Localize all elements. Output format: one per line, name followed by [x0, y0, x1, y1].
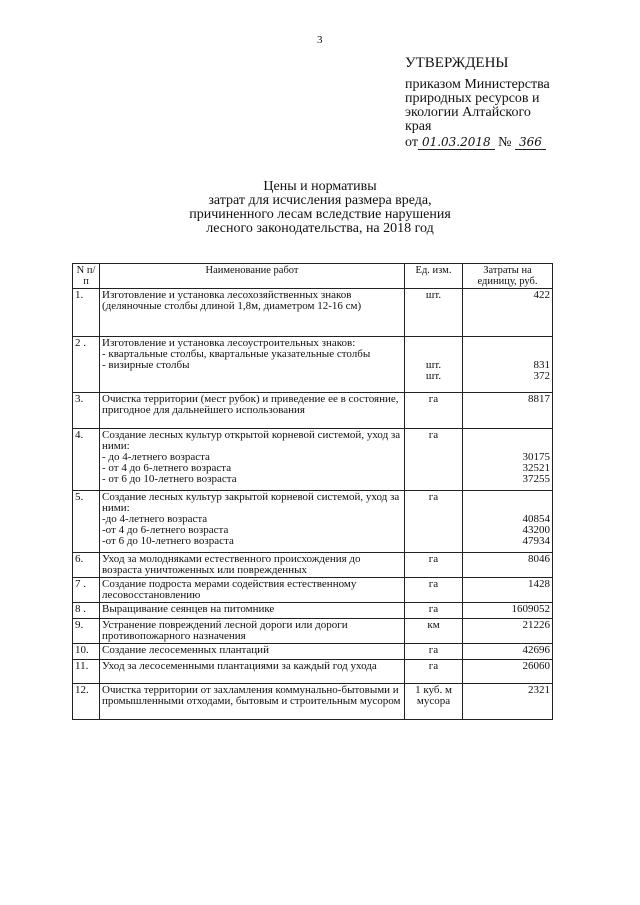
cost-line: 422	[533, 289, 550, 301]
work-name	[100, 429, 405, 491]
cost-line: 21226	[522, 619, 550, 631]
approval-line: природных ресурсов и	[405, 91, 540, 106]
work-name	[100, 619, 405, 644]
cost-line: 26060	[522, 660, 550, 672]
cost	[463, 289, 553, 337]
work-name-line: Создание лесных культур закрытой корневой системой, уход за ними:	[102, 491, 400, 514]
cost-line	[465, 430, 550, 441]
row-number: 8 .	[73, 603, 100, 619]
cost-line: 43200	[522, 524, 550, 536]
cost	[463, 619, 553, 644]
work-name-line: Уход за лесосеменными плантациями за каждый год ухода	[102, 660, 377, 672]
table-header-row	[73, 264, 553, 289]
cost	[463, 578, 553, 603]
unit	[405, 684, 463, 720]
cost-line: 30175	[522, 451, 550, 463]
title-line: Цены и нормативы	[263, 179, 377, 194]
work-name-line: Устранение повреждений лесной дороги или дороги противопожарного назначения	[102, 619, 348, 642]
document-title	[150, 180, 490, 236]
unit	[405, 553, 463, 578]
unit-line: шт.	[425, 359, 442, 371]
row-number: 12.	[73, 684, 100, 720]
cost-line: 8817	[528, 393, 550, 405]
unit	[405, 429, 463, 491]
unit-line: га	[428, 553, 439, 565]
row-number: 1.	[73, 289, 100, 337]
col-header-unit: Ед. изм.	[405, 264, 463, 289]
cost-line	[465, 338, 550, 349]
work-name-line: - визирные столбы	[102, 359, 190, 371]
unit	[405, 644, 463, 660]
col-header-name: Наименование работ	[100, 264, 405, 289]
row-number: 2 .	[73, 337, 100, 393]
table-row	[73, 289, 553, 337]
row-number: 7 .	[73, 578, 100, 603]
row-number: 9.	[73, 619, 100, 644]
unit-line: шт.	[425, 289, 442, 301]
cost	[463, 393, 553, 429]
work-name-line: Очистка территории (мест рубок) и приведение ее в состояние, пригодное для дальнейшего использования	[102, 393, 399, 416]
unit	[405, 337, 463, 393]
work-name-line: - от 4 до 6-летнего возраста	[102, 462, 232, 474]
unit	[405, 619, 463, 644]
work-name	[100, 603, 405, 619]
unit-line: га	[428, 393, 439, 405]
work-name-line: - квартальные столбы, квартальные указательные столбы	[102, 348, 371, 360]
date-prefix: от	[405, 135, 418, 150]
cost-line: 2321	[528, 684, 550, 696]
cost-line: 47934	[522, 535, 550, 547]
unit-line: га	[428, 491, 439, 503]
cost	[463, 337, 553, 393]
number-sign: №	[498, 135, 512, 150]
work-name-line: - до 4-летнего возраста	[102, 451, 210, 463]
work-name-line: -от 4 до 6-летнего возраста	[102, 524, 229, 536]
unit	[405, 289, 463, 337]
unit-line: га	[428, 644, 439, 656]
unit	[405, 603, 463, 619]
col-header-cost: Затраты на единицу, руб.	[463, 264, 553, 289]
unit-line: га	[428, 660, 439, 672]
title-line: причиненного лесам вследствие нарушения	[189, 207, 451, 222]
cost-line: 40854	[522, 513, 550, 525]
work-name-line: Изготовление и установка лесохозяйственных знаков (деляночные столбы длиной 1,8м, диаметром 12-16 см)	[102, 289, 362, 312]
work-name	[100, 289, 405, 337]
work-name-line: Уход за молодняками естественного происхождения до возраста уничтоженных или поврежденных	[102, 553, 361, 576]
row-number: 11.	[73, 660, 100, 684]
handwritten-date: 01.03.2018	[418, 135, 495, 150]
cost-line	[465, 492, 550, 503]
unit-line: шт.	[425, 370, 442, 382]
costs-table	[72, 263, 553, 720]
work-name-line: - от 6 до 10-летнего возраста	[102, 473, 237, 485]
cost	[463, 684, 553, 720]
cost-line: 372	[533, 370, 550, 382]
unit	[405, 660, 463, 684]
cost-line: 1428	[528, 578, 550, 590]
work-name	[100, 491, 405, 553]
col-header-number: N п/п	[73, 264, 100, 289]
table-row	[73, 429, 553, 491]
table-row	[73, 553, 553, 578]
cost	[463, 553, 553, 578]
cost	[463, 660, 553, 684]
table-row	[73, 644, 553, 660]
page-number: 3	[317, 34, 323, 46]
row-number: 4.	[73, 429, 100, 491]
work-name-line: Очистка территории от захламления коммунально-бытовыми и промышленными отходами, бытовым и строительным мусором	[102, 684, 401, 707]
approval-date-line	[405, 135, 605, 150]
table-row	[73, 491, 553, 553]
work-name-line: Создание подроста мерами содействия естественному лесовосстановлению	[102, 578, 357, 601]
cost-line: 42696	[522, 644, 550, 656]
row-number: 6.	[73, 553, 100, 578]
table-row	[73, 578, 553, 603]
table-row	[73, 619, 553, 644]
unit-line	[407, 338, 460, 349]
unit	[405, 578, 463, 603]
unit-line: га	[428, 429, 439, 441]
work-name	[100, 644, 405, 660]
work-name-line: Создание лесных культур открытой корневой системой, уход за ними:	[102, 429, 401, 452]
table-row	[73, 660, 553, 684]
work-name-line: Изготовление и установка лесоустроительных знаков:	[102, 337, 356, 349]
row-number: 3.	[73, 393, 100, 429]
row-number: 10.	[73, 644, 100, 660]
cost-line: 8046	[528, 553, 550, 565]
cost-line: 32521	[522, 462, 550, 474]
work-name-line: -до 4-летнего возраста	[102, 513, 208, 525]
cost	[463, 644, 553, 660]
approval-heading: УТВЕРЖДЕНЫ	[405, 55, 509, 71]
work-name-line: Выращивание сеянцев на питомнике	[102, 603, 275, 615]
table-row	[73, 603, 553, 619]
work-name	[100, 578, 405, 603]
unit-line: мусора	[416, 695, 451, 707]
handwritten-number: 366	[515, 135, 546, 150]
cost-line: 831	[533, 359, 550, 371]
approval-line: экологии Алтайского	[405, 105, 531, 120]
cost-line: 37255	[522, 473, 550, 485]
cost	[463, 603, 553, 619]
row-number: 5.	[73, 491, 100, 553]
cost-line: 1609052	[511, 603, 550, 615]
work-name	[100, 660, 405, 684]
work-name	[100, 553, 405, 578]
unit-line: 1 куб. м	[415, 684, 452, 696]
work-name	[100, 393, 405, 429]
title-line: лесного законодательства, на 2018 год	[206, 221, 434, 236]
cost	[463, 491, 553, 553]
work-name	[100, 684, 405, 720]
work-name-line: -от 6 до 10-летнего возраста	[102, 535, 234, 547]
cost	[463, 429, 553, 491]
unit-line: км	[427, 619, 440, 631]
approval-line: приказом Министерства	[405, 77, 550, 92]
table-row	[73, 337, 553, 393]
unit-line: га	[428, 578, 439, 590]
unit-line: га	[428, 603, 439, 615]
title-line: затрат для исчисления размера вреда,	[208, 193, 432, 208]
unit	[405, 393, 463, 429]
approval-line: края	[405, 119, 432, 134]
work-name-line: Создание лесосеменных плантаций	[102, 644, 269, 656]
table-row	[73, 684, 553, 720]
approval-block	[405, 56, 605, 150]
unit	[405, 491, 463, 553]
table-row	[73, 393, 553, 429]
work-name	[100, 337, 405, 393]
